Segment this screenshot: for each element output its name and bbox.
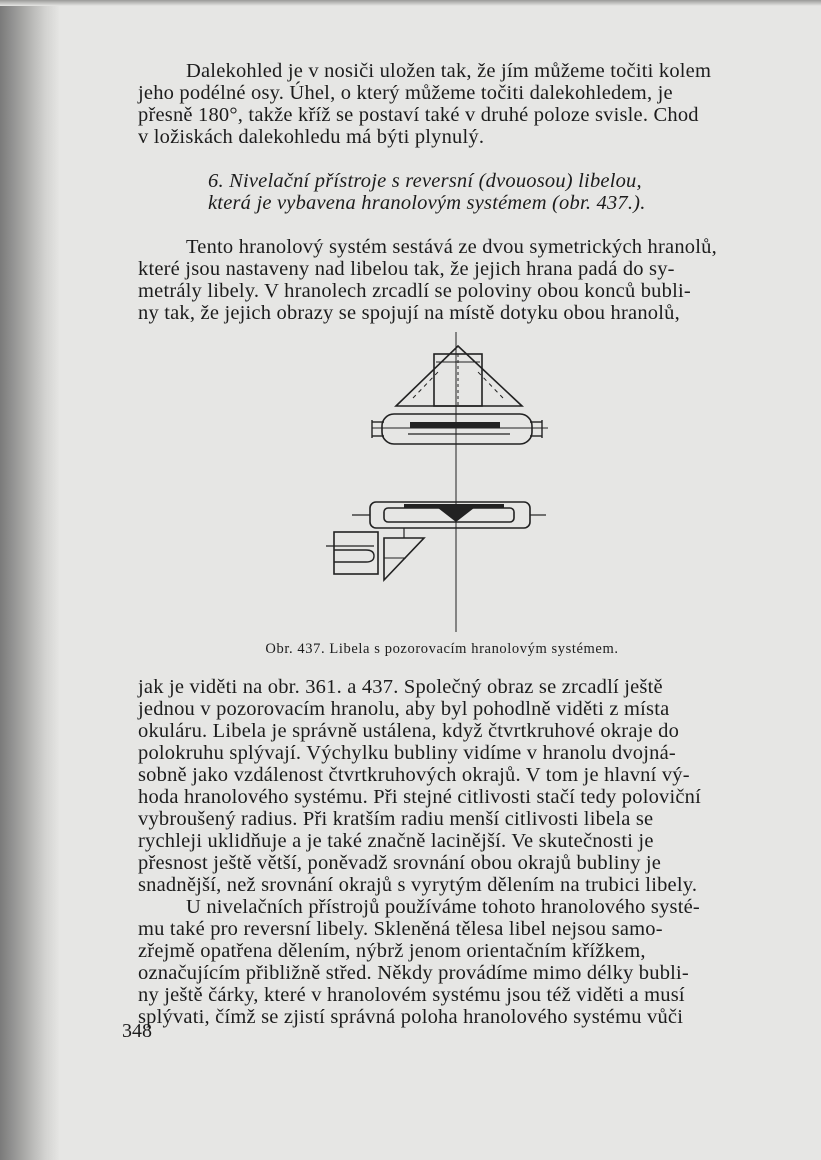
heading-line: která je vybavena hranolovým systémem (obr. 437.). (208, 192, 646, 214)
observation-prism-side-view (326, 528, 424, 580)
paragraph-2 (138, 236, 746, 324)
text-line: rychleji uklidňuje a je také značně lacinější. Ve skutečnosti je (138, 830, 654, 852)
text-line: okuláru. Libela je správně ustálena, když čtvrtkruhové okraje do (138, 720, 680, 742)
page-number: 348 (122, 1020, 152, 1042)
level-vial-top-view (372, 414, 548, 444)
text-line: jednou v pozorovacím hranolu, aby byl pohodlně viděti z místa (138, 698, 670, 720)
level-vial-side-view (352, 502, 546, 528)
text-line: zřejmě opatřena dělením, nýbrž jenom orientačním křížkem, (138, 940, 646, 962)
text-line: přesně 180°, takže kříž se postaví také v druhé poloze svisle. Chod (138, 104, 699, 126)
text-line: ny tak, že jejich obrazy se spojují na místě dotyku obou hranolů, (138, 302, 680, 324)
text-line: Tento hranolový systém sestává ze dvou symetrických hranolů, (186, 236, 717, 258)
text-line: splývati, čímž se zjistí správná poloha hranolového systému vůči (138, 1006, 684, 1028)
text-line: jak je viděti na obr. 361. a 437. Společný obraz se zrcadlí ještě (138, 676, 663, 698)
paragraph-3 (138, 676, 746, 896)
paragraph-4 (138, 896, 746, 1028)
text-line: metrály libely. V hranolech zrcadlí se poloviny obou konců bubli- (138, 280, 691, 302)
prism-top-view (396, 332, 522, 632)
text-line: U nivelačních přístrojů používáme tohoto hranolového systé- (186, 896, 700, 918)
figure-caption: Obr. 437. Libela s pozorovacím hranolovým systémem. (265, 641, 619, 657)
figure-437 (138, 332, 746, 632)
text-line: přesnost ještě větší, poněvadž srovnání obou okrajů bubliny je (138, 852, 662, 874)
text-line: polokruhu splývají. Výchylku bubliny vidíme v hranolu dvojná- (138, 742, 676, 764)
text-line: sobně jako vzdálenost čtvrtkruhových okrajů. V tom je hlavní vý- (138, 764, 690, 786)
page-content (138, 60, 746, 1028)
text-line: hoda hranolového systému. Při stejné citlivosti stačí tedy poloviční (138, 786, 702, 808)
text-line: ny ještě čárky, které v hranolovém systému jsou též viděti a musí (138, 984, 685, 1006)
text-line: mu také pro reversní libely. Skleněná tělesa libel nejsou samo- (138, 918, 663, 940)
text-line: snadnější, než srovnání okrajů s vyrytým dělením na trubici libely. (138, 874, 698, 896)
section-heading (208, 170, 746, 214)
text-line: jeho podélné osy. Úhel, o který můžeme točiti dalekohledem, je (138, 82, 673, 104)
text-line: v ložiskách dalekohledu má býti plynulý. (138, 126, 485, 148)
top-edge-shadow (0, 0, 821, 6)
text-line: označujícím přibližně střed. Někdy provádíme mimo délky bubli- (138, 962, 689, 984)
heading-line: 6. Nivelační přístroje s reversní (dvouosou) libelou, (208, 170, 642, 192)
prism-level-diagram (138, 332, 746, 632)
paragraph-1 (138, 60, 746, 148)
book-spine-shadow (0, 0, 60, 1160)
text-line: které jsou nastaveny nad libelou tak, že jejich hrana padá do sy- (138, 258, 675, 280)
text-line: vybroušený radius. Při kratším radiu menší citlivosti libela se (138, 808, 654, 830)
text-line: Dalekohled je v nosiči uložen tak, že jím můžeme točiti kolem (186, 60, 712, 82)
